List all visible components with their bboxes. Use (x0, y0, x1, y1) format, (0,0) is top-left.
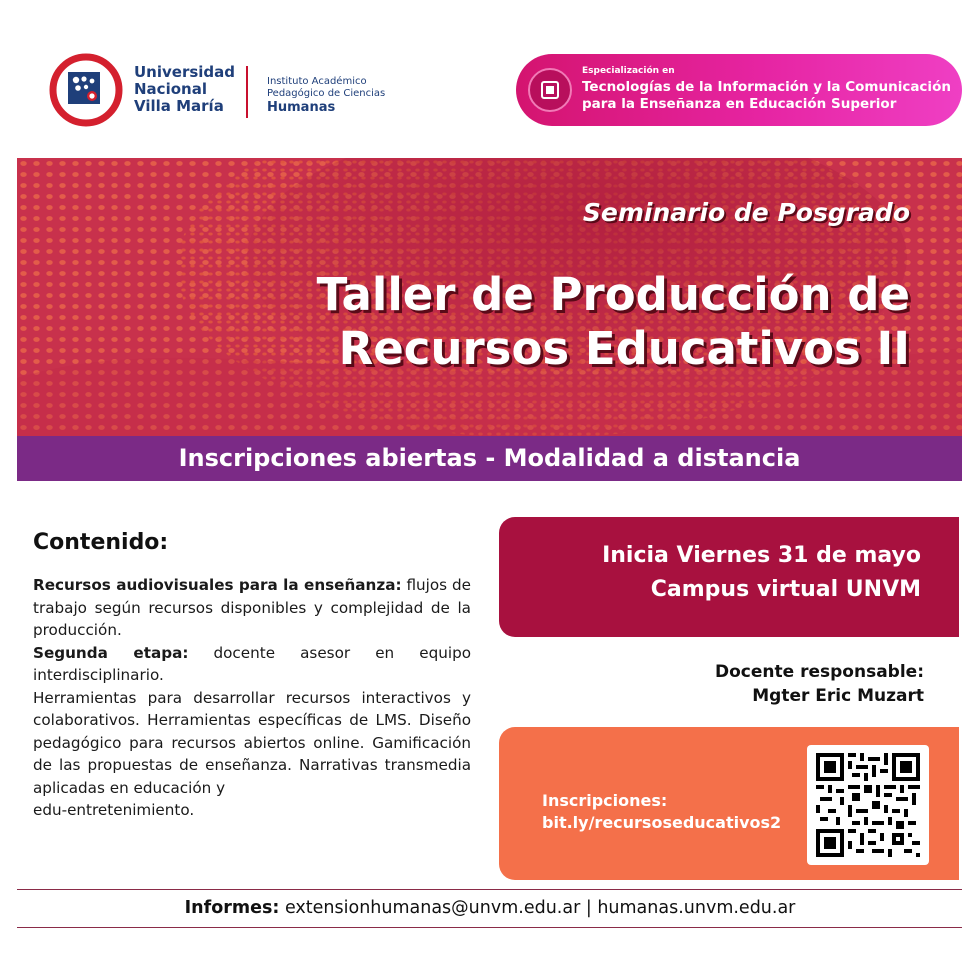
content-body (33, 574, 471, 822)
content-block2-text: docente asesor en equipo interdisciplinario. (33, 643, 472, 684)
university-name-line3: Villa María (134, 97, 224, 115)
schedule-box (499, 517, 959, 637)
footer-label: Informes: (184, 898, 280, 918)
contact-website[interactable]: humanas.unvm.edu.ar (597, 898, 796, 918)
content-block1-title: Recursos audiovisuales para la enseñanza: (33, 576, 402, 594)
enrollment-label: Inscripciones: (542, 791, 668, 810)
logo-divider (246, 66, 248, 118)
enrollment-box (499, 727, 959, 880)
seminar-title-line2: Recursos Educativos II (338, 322, 910, 375)
enrollment-band (17, 436, 962, 481)
footer-rule-bottom (17, 927, 962, 928)
seminar-title-line1: Taller de Producción de (316, 268, 910, 321)
footer-separator: | (585, 898, 592, 918)
institute-name-line2: Pedagógico de Ciencias (267, 88, 386, 99)
university-name-line1: Universidad (134, 63, 236, 81)
institute-name-line3: Humanas (267, 100, 336, 115)
hero-banner (17, 158, 962, 436)
enrollment-link[interactable]: bit.ly/recursoseducativos2 (542, 813, 782, 832)
document-grid-icon (540, 80, 560, 100)
content-block3-last: edu-entretenimiento. (33, 801, 195, 819)
content-heading: Contenido: (33, 530, 169, 555)
footer-contact (0, 893, 980, 923)
teacher-label: Docente responsable: (715, 662, 924, 682)
unvm-emblem-icon (48, 52, 124, 128)
teacher-info (715, 660, 924, 708)
content-block3-text: Herramientas para desarrollar recursos interactivos y colaborativos. Herramientas específicas de LMS. Diseño pedagógico para recursos abiertos online. Gamificación de las propuestas de enseñanza. Narrativas transmedia aplicadas en educación y (33, 688, 471, 797)
campus-location: Campus virtual UNVM (650, 577, 921, 602)
specialization-title-line1: Tecnologías de la Información y la Comunicación (582, 79, 951, 95)
specialization-banner (516, 54, 962, 126)
specialization-title-line2: para la Enseñanza en Educación Superior (582, 96, 897, 112)
specialization-title (582, 79, 951, 113)
institute-name (267, 76, 385, 116)
content-block2-title: Segunda etapa: (33, 643, 189, 662)
specialization-label: Especialización en (582, 66, 675, 76)
specialization-badge (528, 68, 572, 112)
institute-name-line1: Instituto Académico (267, 76, 367, 87)
start-date: Inicia Viernes 31 de mayo (602, 543, 921, 568)
qr-code-icon (816, 753, 920, 857)
enrollment-band-text: Inscripciones abiertas - Modalidad a distancia (178, 444, 801, 472)
enrollment-info (542, 790, 781, 834)
seminar-title (317, 268, 910, 376)
university-name (134, 64, 235, 115)
unvm-logo (48, 52, 408, 132)
contact-email[interactable]: extensionhumanas@unvm.edu.ar (284, 898, 581, 918)
university-name-line2: Nacional (134, 80, 207, 98)
qr-code-card[interactable] (807, 745, 929, 865)
teacher-name: Mgter Eric Muzart (752, 686, 924, 706)
footer-rule-top (17, 889, 962, 890)
content-block1-text: flujos de trabajo según recursos disponibles y complejidad de la producción. (33, 576, 472, 639)
seminar-subtitle: Seminario de Posgrado (582, 198, 910, 227)
